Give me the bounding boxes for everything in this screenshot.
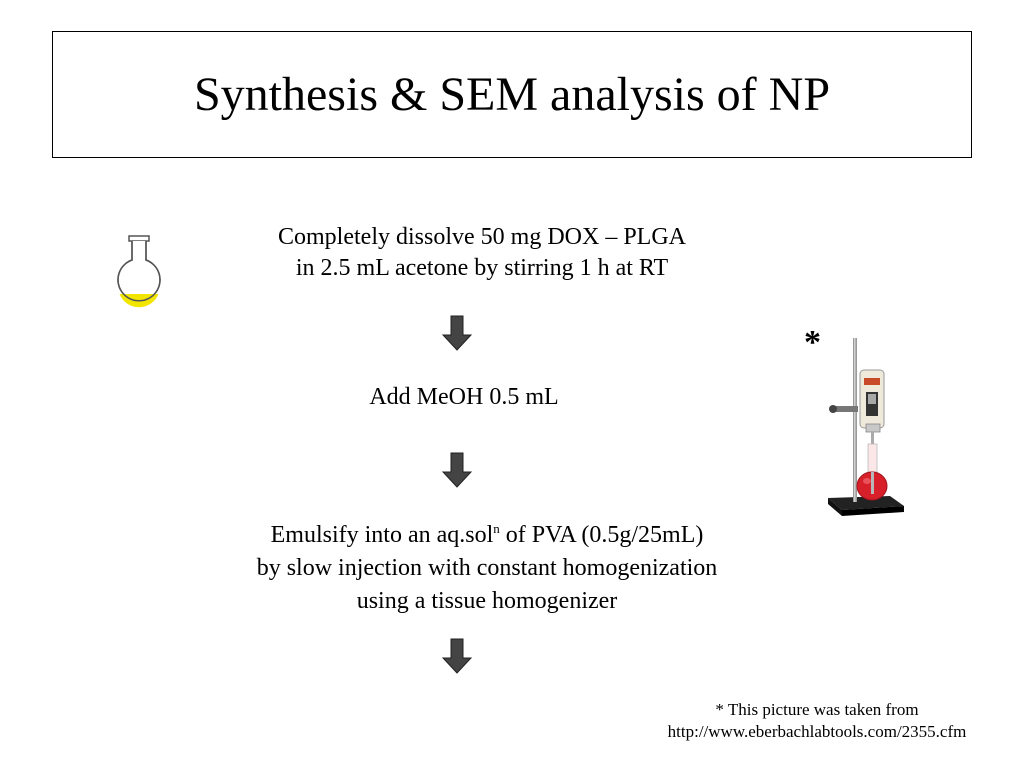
step3-line1 bbox=[192, 512, 782, 552]
step3-line1-post: of PVA (0.5g/25mL) bbox=[499, 522, 704, 548]
down-arrow-icon bbox=[442, 638, 472, 674]
step-add-meoh bbox=[314, 382, 614, 413]
step3-line3: using a tissue homogenizer bbox=[356, 588, 618, 614]
step3-line1-pre: Emulsify into an aq.sol bbox=[270, 522, 494, 548]
step1-line2: in 2.5 mL acetone by stirring 1 h at RT bbox=[295, 255, 669, 281]
round-bottom-flask-icon bbox=[112, 234, 166, 308]
step-emulsify bbox=[192, 512, 782, 618]
step1-line1: Completely dissolve 50 mg DOX – PLGA bbox=[278, 224, 686, 250]
down-arrow-icon bbox=[442, 315, 472, 351]
title-box bbox=[52, 31, 972, 158]
down-arrow-icon bbox=[442, 452, 472, 488]
slide-title: Synthesis & SEM analysis of NP bbox=[193, 68, 831, 121]
step2-line1: Add MeOH 0.5 mL bbox=[369, 384, 559, 410]
tissue-homogenizer-image bbox=[820, 336, 906, 520]
step3-line2: by slow injection with constant homogenization bbox=[256, 555, 718, 581]
footnote-url: http://www.eberbachlabtools.com/2355.cfm bbox=[667, 722, 967, 741]
footnote-line1: * This picture was taken from bbox=[715, 700, 919, 719]
asterisk-marker: * bbox=[804, 324, 821, 361]
footnote bbox=[612, 699, 1022, 743]
step-dissolve bbox=[212, 222, 752, 284]
step3-line1-sup: n bbox=[493, 521, 500, 536]
